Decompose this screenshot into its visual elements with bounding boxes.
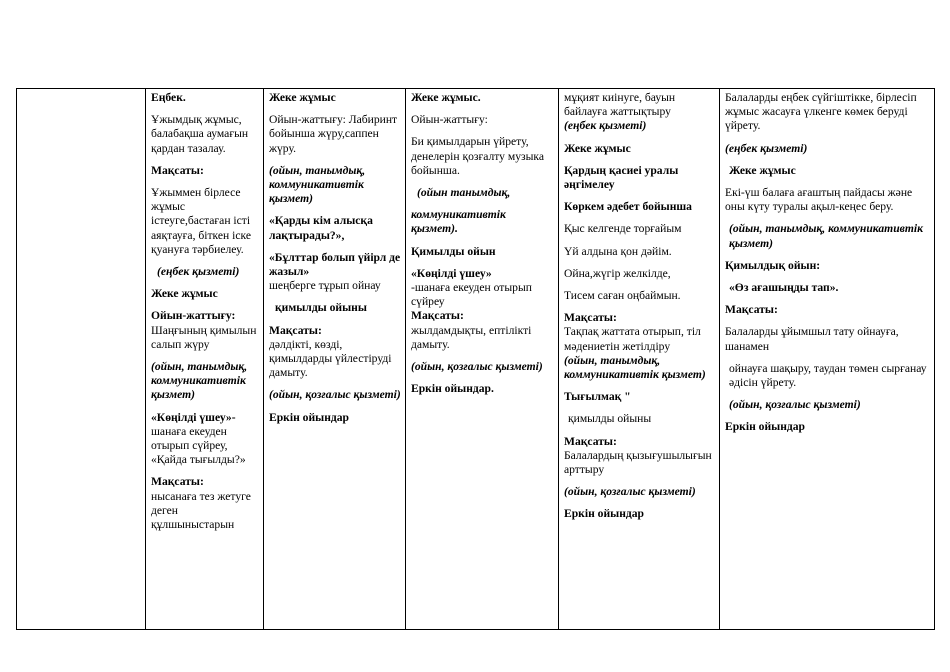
table-cell-col-2	[146, 89, 264, 630]
lesson-plan-table	[16, 88, 935, 630]
cell-paragraph: Шаңғының қимылын салып жүру	[151, 323, 257, 351]
cell-paragraph: Ойын-жаттығу:	[411, 113, 488, 127]
cell-paragraph: (ойын, қозғалыс қызметі)	[411, 360, 543, 374]
cell-paragraph: Қыс келгенде торғайым	[564, 222, 682, 236]
cell-paragraph: Қимылды ойын	[411, 244, 496, 258]
cell-paragraph: дәлдікті, көзді, қимылдарды үйлестіруді дамыту.	[269, 337, 392, 380]
cell-paragraph: (ойын, танымдық, коммуникативтік қызмет)	[269, 163, 366, 206]
cell-paragraph: Қимылдық ойын:	[725, 258, 821, 272]
table-row	[17, 89, 935, 630]
cell-paragraph: (ойын танымдық,	[417, 186, 511, 200]
cell-paragraph: «Көңілді үшеу»-	[151, 410, 236, 424]
cell-paragraph: нысанаға тез жетуге деген құлшыныстарын	[151, 489, 251, 532]
cell-paragraph: Жеке жұмыс	[564, 141, 631, 155]
cell-paragraph: Жеке жұмыс.	[411, 91, 481, 104]
cell-paragraph: Жеке жұмыс	[729, 163, 796, 177]
cell-paragraph: (ойын, танымдық, коммуникативтік қызмет)	[151, 360, 248, 402]
cell-paragraph: (еңбек қызметі)	[725, 141, 808, 155]
cell-paragraph: Еркін ойындар	[725, 420, 805, 434]
cell-paragraph: Балалардың қызығушылығын арттыру	[564, 448, 712, 477]
cell-paragraph: Еңбек.	[151, 91, 186, 104]
cell-paragraph: Тығылмақ "	[564, 390, 631, 404]
cell-paragraph: (ойын, қозғалыс қызметі)	[269, 388, 401, 402]
cell-paragraph: қимылды ойыны	[275, 301, 367, 315]
cell-paragraph: «Қарды кім алысқа лақтырады?»,	[269, 214, 373, 242]
cell-paragraph: жылдамдықты, ептілікті дамыту.	[411, 323, 532, 351]
cell-paragraph: шанаға екеуден отырып сүйреу, «Қайда тығылды?»	[151, 424, 246, 467]
table-cell-col-4	[406, 89, 559, 630]
cell-paragraph: Ойын-жаттығу:	[151, 309, 236, 323]
cell-paragraph: «Көңілді үшеу»	[411, 266, 492, 280]
cell-paragraph: «Бұлттар болып үйірл де жазыл»	[269, 250, 401, 279]
cell-paragraph: Еркін ойындар	[269, 410, 349, 424]
cell-paragraph: Мақсаты:	[564, 434, 617, 448]
cell-paragraph: «Өз ағашыңды тап».	[729, 281, 839, 295]
cell-paragraph: Балаларды еңбек сүйгіштікке, бірлесіп жұмыс жасауға үлкенге көмек беруді үйрету.	[725, 91, 917, 133]
cell-paragraph: Мақсаты:	[564, 311, 617, 325]
table-cell-blank	[17, 89, 146, 630]
cell-paragraph: шеңберге тұрып ойнау	[269, 279, 381, 293]
cell-paragraph: Ұжымдық жұмыс, балабақша аумағын қардан тазалау.	[151, 113, 249, 155]
cell-paragraph: Жеке жұмыс	[151, 287, 218, 301]
cell-paragraph: Екі-үш балаға ағаштың пайдасы және оны күту туралы ақыл-кеңес беру.	[725, 186, 913, 214]
cell-paragraph: Мақсаты:	[725, 303, 778, 317]
cell-paragraph: (ойын, танымдық, коммуникативтік қызмет)	[564, 353, 706, 382]
cell-paragraph: Мақсаты:	[411, 309, 464, 323]
cell-paragraph: Мақсаты:	[269, 323, 322, 337]
table-cell-col-6	[720, 89, 935, 630]
cell-paragraph: Қардың қасиеі уралы әңгімелеу	[564, 163, 679, 192]
cell-paragraph: Мақсаты:	[151, 475, 204, 489]
cell-paragraph: Ойын-жаттығу: Лабиринт бойынша жүру,саппен жүру.	[269, 113, 398, 155]
cell-paragraph: Ойна,жүгір желкілде,	[564, 266, 671, 280]
cell-paragraph: Еркін ойындар.	[411, 382, 494, 396]
cell-paragraph: коммуникативтік қызмет).	[411, 208, 506, 236]
table-cell-col-3	[264, 89, 406, 630]
cell-paragraph: Еркін ойындар	[564, 507, 644, 521]
cell-paragraph: (ойын, танымдық, коммуникативтік қызмет)	[729, 222, 923, 250]
cell-paragraph: Мақсаты:	[151, 163, 204, 177]
cell-paragraph: (ойын, қозғалыс қызметі)	[564, 485, 696, 499]
cell-paragraph: Тақпақ жаттата отырып, тіл мәдениетін жетілдіру	[564, 325, 701, 353]
cell-paragraph: Үй алдына қон дәйім.	[564, 244, 672, 258]
cell-paragraph: (еңбек қызметі)	[157, 265, 240, 279]
cell-paragraph: -шанаға екеуден отырып сүйреу	[411, 281, 532, 309]
cell-paragraph: мұқият киінуге, бауын байлауға жаттықтыру	[564, 91, 676, 119]
cell-paragraph: Ұжыммен бірлесе жұмыс істеугe,бастаған істі аяқтауға, біткен іске қуануға тәрбиелеу.	[151, 186, 252, 256]
cell-paragraph: қимылды ойыны	[568, 412, 652, 426]
cell-paragraph: ойнауға шақыру, таудан төмен сырғанау әдісін үйрету.	[729, 361, 927, 390]
cell-paragraph: Жеке жұмыс	[269, 91, 336, 104]
cell-paragraph: (ойын, қозғалыс қызметі)	[729, 398, 861, 412]
cell-paragraph: (еңбек қызметі)	[564, 119, 647, 133]
cell-paragraph: Балаларды ұйымшыл тату ойнауға, шанамен	[725, 325, 899, 353]
cell-paragraph: Би қимылдарын үйрету, денелерін қозғалту музыка бойынша.	[411, 135, 544, 177]
table-cell-col-5	[559, 89, 720, 630]
cell-paragraph: Көркем әдебет бойынша	[564, 200, 692, 214]
cell-paragraph: Тисем саған оңбаймын.	[564, 289, 681, 303]
